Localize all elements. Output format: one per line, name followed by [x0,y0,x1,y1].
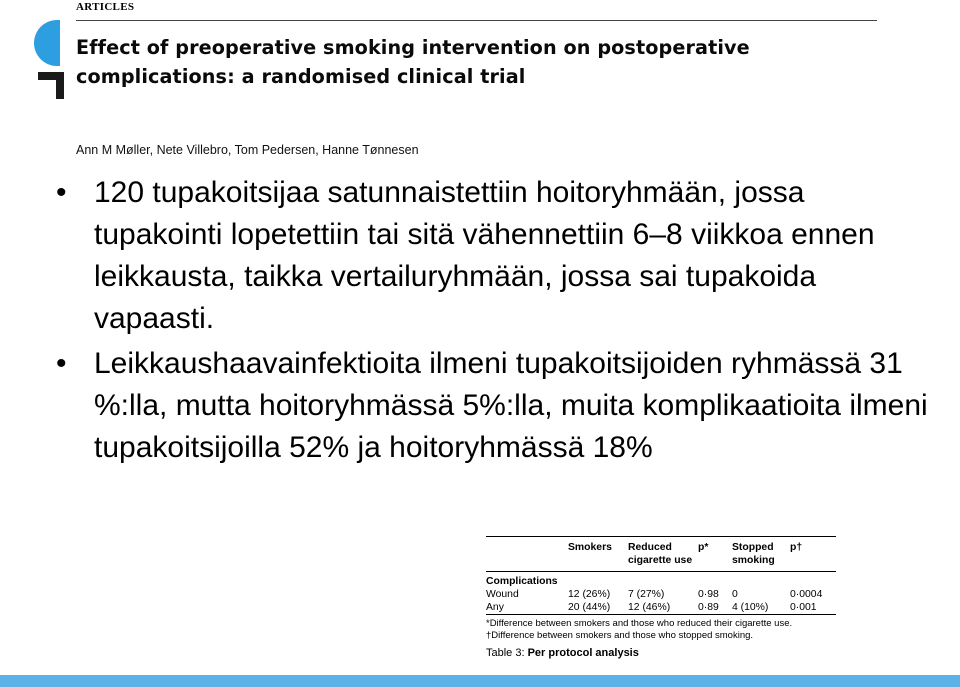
table-cell: 20 (44%) [568,602,611,613]
table-cell: 0 [732,589,738,600]
bullet-item [56,343,936,469]
bullet-text: Leikkaushaavainfektioita ilmeni tupakoitsijoiden ryhmässä 31 %:lla, mutta hoitoryhmässä 5%:lla, muita komplikaatioita ilmeni tupakoitsijoilla 52% ja hoitoryhmässä 18% [94,347,928,464]
title-line-2: complications: a randomised clinical trial [76,65,526,88]
table-cell: 12 (26%) [568,589,611,600]
table-footnote [486,618,838,642]
bullet-item [56,172,936,340]
footnote-2: †Difference between smokers and those who stopped smoking. [486,630,754,641]
logo-hook-shape [38,72,64,99]
bullet-text: 120 tupakoitsijaa satunnaistettiin hoitoryhmään, jossa tupakointi lopetettiin tai sitä vähennettiin 6–8 viikkoa ennen leikkausta, taikka vertailuryhmään, jossa sai tupakoida vapaasti. [94,176,875,335]
table-row [486,588,836,601]
table-cell: Any [486,602,504,613]
header-cell [486,537,568,572]
bullet-dot-icon: • [56,347,67,380]
table-row [486,601,836,615]
header-cell: Stopped smoking [732,542,775,566]
table-cell: 0·89 [698,602,719,613]
article-title [76,33,896,91]
header-rule [76,20,877,21]
articles-label: ARTICLES [76,1,135,13]
table-cell: 12 (46%) [628,602,671,613]
title-line-1: Effect of preoperative smoking intervention on postoperative [76,36,750,59]
bottom-accent-bar [0,675,960,687]
table-cell: 7 (27%) [628,589,665,600]
table-cell: Wound [486,589,519,600]
table-section-row [486,572,836,589]
author-list: Ann M Møller, Nete Villebro, Tom Pedersen, Hanne Tønnesen [76,143,419,157]
bullet-dot-icon: • [56,176,67,209]
logo-c-shape [34,20,60,66]
header-cell: Reduced cigarette use [628,542,693,566]
caption-title: Per protocol analysis [527,647,639,659]
table-header-row [486,537,836,572]
footnote-1: *Difference between smokers and those who reduced their cigarette use. [486,618,793,629]
caption-prefix: Table 3: [486,647,528,659]
bullet-list [56,172,936,469]
results-table [486,536,838,660]
table-cell: 0·001 [790,602,817,613]
header-cell: Smokers [568,542,612,553]
section-label: Complications [486,576,558,587]
table-cell: 0·0004 [790,589,823,600]
table-cell: 4 (10%) [732,602,769,613]
table-cell: 0·98 [698,589,719,600]
header-cell: p* [698,542,709,553]
header-cell: p† [790,542,803,553]
table-caption [486,646,838,660]
